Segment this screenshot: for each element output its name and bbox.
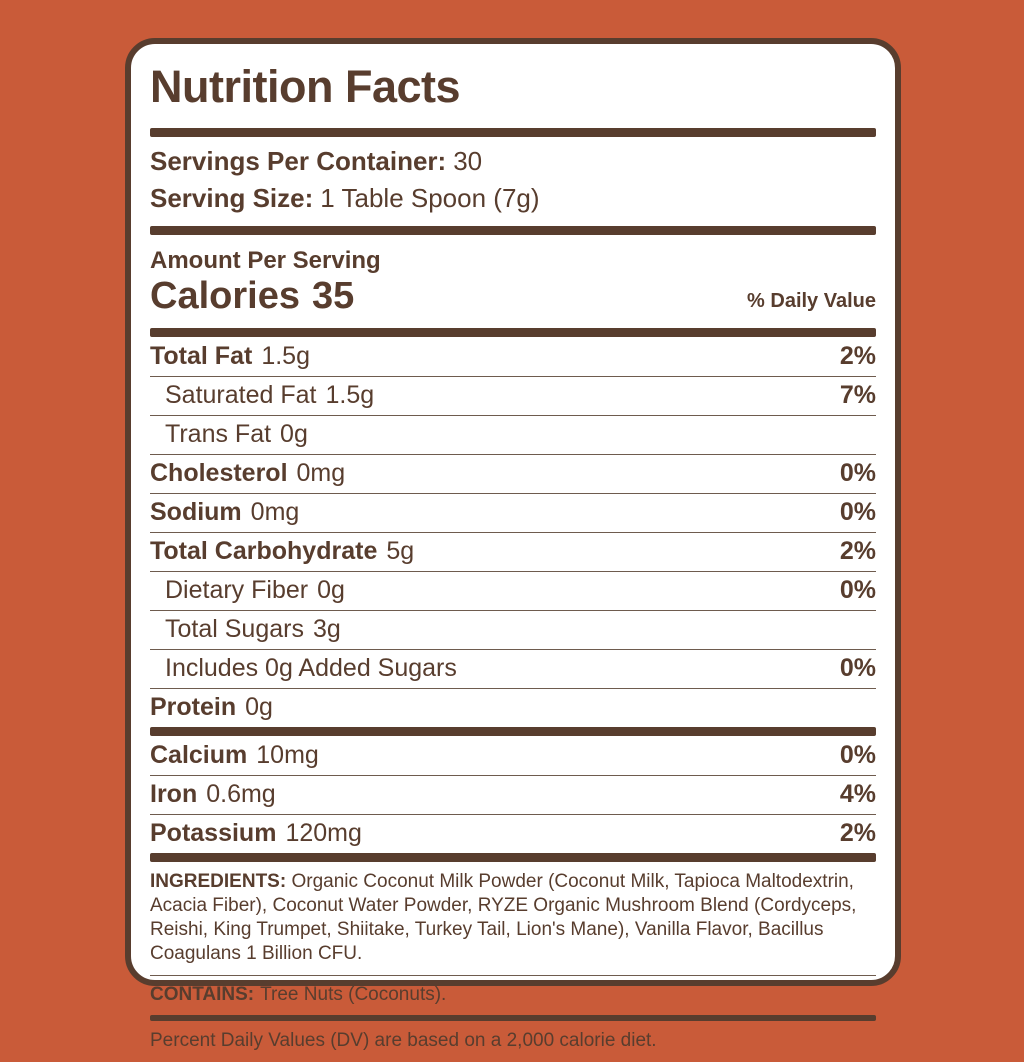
- nutrient-row: [150, 337, 876, 376]
- calories-group: [150, 275, 354, 318]
- nutrient-amount: 3g: [312, 615, 341, 644]
- nutrient-label: Saturated Fat: [165, 381, 317, 410]
- nutrient-name-group: [150, 693, 273, 722]
- nutrient-amount: 0mg: [296, 459, 346, 488]
- nutrient-name-group: [150, 342, 310, 371]
- nutrient-daily-value: 4%: [839, 780, 876, 809]
- nutrient-amount: 1.5g: [261, 341, 310, 370]
- nutrient-daily-value: 0%: [839, 740, 876, 769]
- nutrient-label: Total Carbohydrate: [150, 537, 378, 566]
- nutrient-name-group: [150, 780, 276, 809]
- serving-info-section: [150, 137, 876, 226]
- daily-value-footnote: Percent Daily Values (DV) are based on a 2,000 calorie diet.: [150, 1030, 657, 1052]
- nutrient-row: [150, 688, 876, 727]
- divider-thick-minerals: [150, 853, 876, 862]
- ingredients-label: INGREDIENTS:: [150, 870, 287, 892]
- nutrient-name-group: [165, 420, 308, 449]
- mineral-rows-section: [150, 736, 876, 853]
- nutrient-name-group: [150, 537, 414, 566]
- calories-label: Calories: [150, 274, 300, 317]
- serving-size-line: [150, 180, 876, 218]
- nutrient-label: Iron: [150, 780, 198, 809]
- nutrient-label: Total Sugars: [165, 615, 304, 644]
- nutrient-row: [150, 376, 876, 415]
- nutrient-row: [150, 736, 876, 775]
- nutrient-label: Total Fat: [150, 341, 253, 370]
- nutrient-row: [150, 649, 876, 688]
- nutrient-row: [150, 814, 876, 853]
- servings-per-container-value: 30: [453, 145, 483, 176]
- nutrient-amount: 1.5g: [325, 381, 375, 410]
- nutrient-daily-value: 2%: [839, 819, 876, 848]
- nutrient-amount: 0g: [280, 420, 308, 449]
- daily-value-header: % Daily Value: [747, 289, 876, 312]
- nutrient-row: [150, 571, 876, 610]
- nutrient-amount: 120mg: [285, 819, 362, 848]
- nutrient-name-group: [150, 459, 345, 488]
- nutrient-name-group: [165, 576, 345, 605]
- servings-per-container-line: [150, 143, 876, 181]
- nutrient-name-group: [150, 819, 362, 848]
- divider-thick-serving: [150, 226, 876, 235]
- nutrient-amount: 10mg: [256, 740, 319, 769]
- nutrient-daily-value: 0%: [839, 576, 876, 605]
- nutrient-row: [150, 532, 876, 571]
- nutrient-row: [150, 610, 876, 649]
- nutrient-row: [150, 454, 876, 493]
- nutrient-row: [150, 493, 876, 532]
- nutrient-label: Sodium: [150, 498, 242, 527]
- ingredients-text: Organic Coconut Milk Powder (Coconut Milk, Tapioca Maltodextrin, Acacia Fiber), Coconut Water Powder, RYZE Organic Mushroom Blend (Cordyceps, Reishi, King Trumpet, Shiitake, Turkey Tail, Lion's Mane), Vanilla Flavor, Bacillus Coagulans 1 Billion CFU.: [150, 870, 857, 964]
- calories-value: 35: [311, 274, 355, 317]
- amount-per-serving-label: Amount Per Serving: [150, 246, 381, 274]
- nutrient-daily-value: 7%: [839, 381, 876, 410]
- divider-thick-calories: [150, 328, 876, 337]
- contains-label: CONTAINS:: [150, 983, 255, 1005]
- nutrient-label: Potassium: [150, 819, 277, 848]
- nutrient-daily-value: 2%: [839, 341, 876, 370]
- contains-line: [150, 975, 876, 1016]
- nutrient-label: Cholesterol: [150, 459, 288, 488]
- nutrient-name-group: [150, 498, 299, 527]
- nutrient-daily-value: 0%: [839, 459, 876, 488]
- label-title: Nutrition Facts: [150, 61, 461, 112]
- ingredients-paragraph: [150, 862, 876, 975]
- nutrient-rows-section: [150, 337, 876, 727]
- contains-text: Tree Nuts (Coconuts).: [260, 983, 447, 1005]
- nutrient-daily-value: 0%: [839, 498, 876, 527]
- divider-thick-protein: [150, 727, 876, 736]
- nutrient-daily-value: 0%: [839, 654, 876, 683]
- servings-per-container-label: Servings Per Container:: [150, 145, 447, 176]
- nutrient-name-group: [165, 615, 341, 644]
- divider-thick-top: [150, 128, 876, 137]
- nutrient-amount: 0mg: [250, 498, 300, 527]
- serving-size-value: 1 Table Spoon (7g): [320, 183, 540, 214]
- nutrient-amount: 5g: [386, 537, 415, 566]
- nutrient-name-group: [165, 381, 374, 410]
- nutrient-label: Includes 0g Added Sugars: [165, 654, 457, 683]
- nutrient-label: Dietary Fiber: [165, 576, 309, 605]
- nutrient-daily-value: 2%: [839, 537, 876, 566]
- nutrient-amount: 0.6mg: [206, 780, 276, 809]
- nutrient-row: [150, 775, 876, 814]
- serving-size-label: Serving Size:: [150, 183, 314, 214]
- calories-row: [150, 275, 876, 318]
- nutrient-name-group: [150, 741, 319, 770]
- nutrient-label: Calcium: [150, 740, 248, 769]
- nutrient-row: [150, 415, 876, 454]
- nutrient-amount: 0g: [317, 576, 345, 605]
- nutrient-amount: 0g: [245, 693, 273, 722]
- nutrient-label: Protein: [150, 693, 237, 722]
- nutrient-label: Trans Fat: [165, 420, 272, 449]
- nutrient-name-group: [165, 654, 457, 683]
- nutrition-facts-label: [125, 38, 901, 1052]
